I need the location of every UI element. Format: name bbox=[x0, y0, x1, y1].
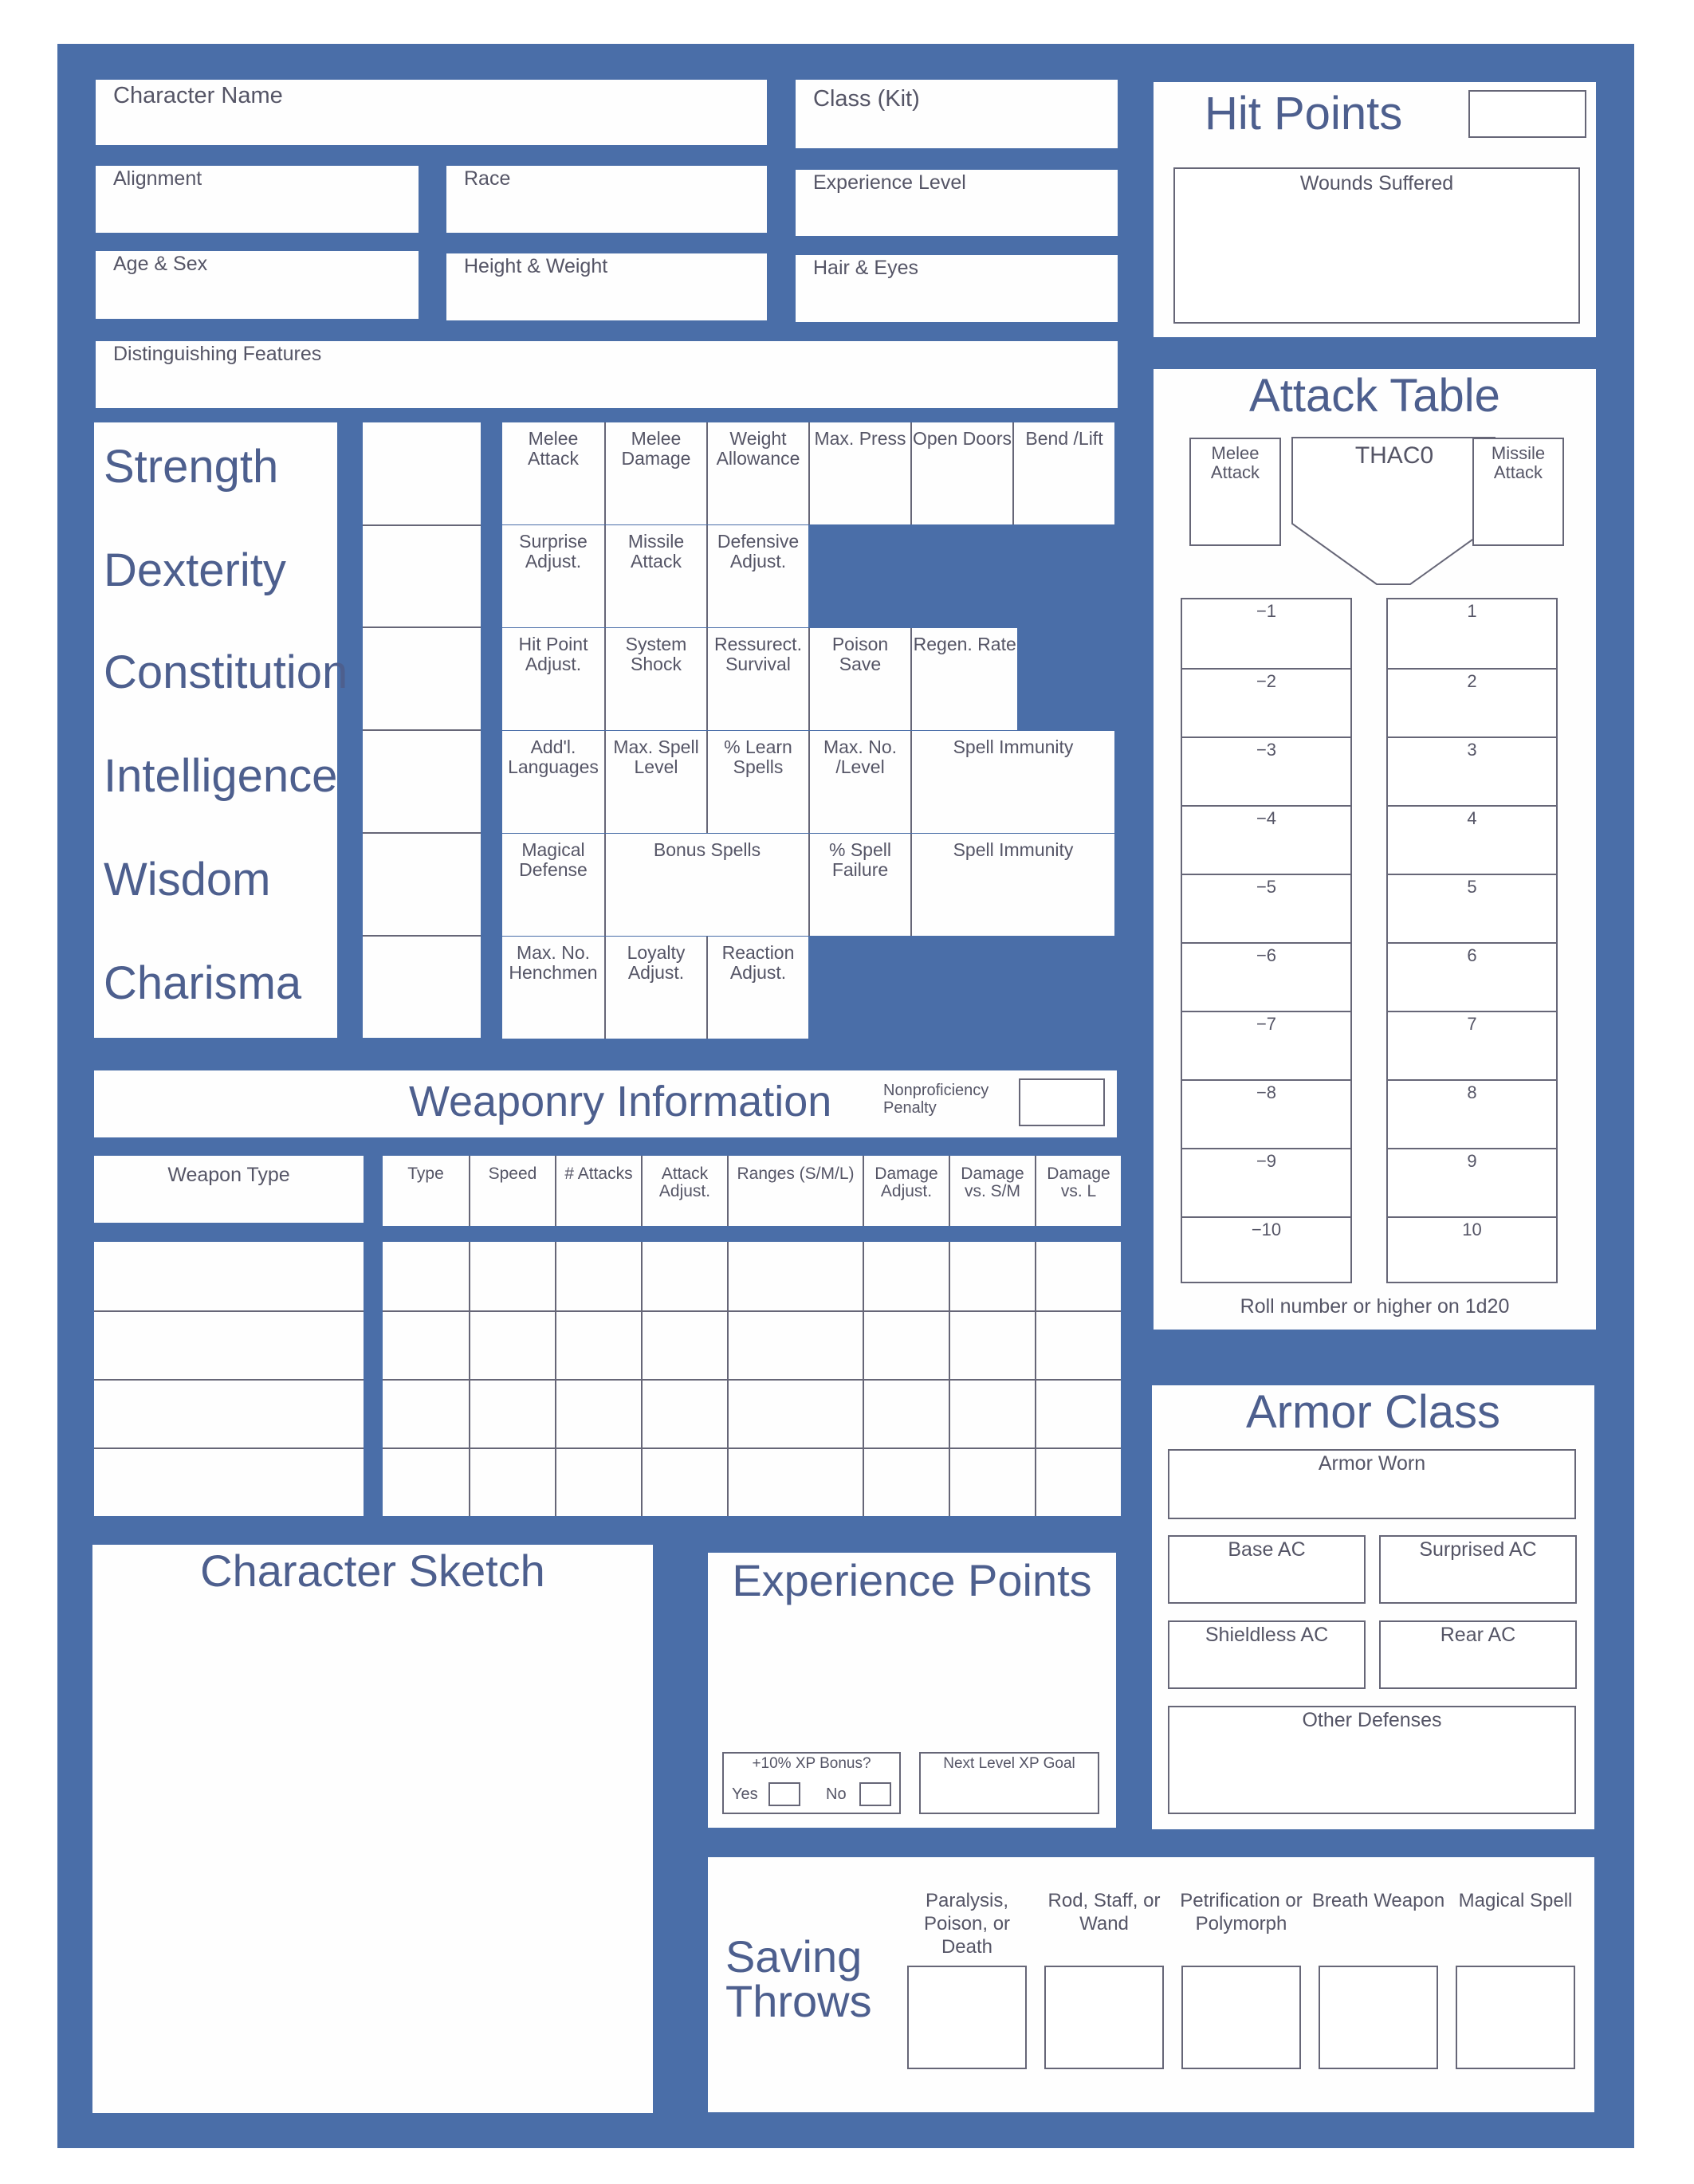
attack-row-number: 8 bbox=[1467, 1082, 1477, 1102]
attack-row-number: −3 bbox=[1256, 740, 1277, 760]
ability-cell-con-1[interactable]: System Shock bbox=[604, 628, 706, 730]
attack-table-footer: Roll number or higher on 1d20 bbox=[1240, 1295, 1510, 1318]
ability-cell-int-4[interactable]: Spell Immunity bbox=[910, 731, 1114, 833]
age-sex-field[interactable] bbox=[96, 251, 419, 319]
weapon-stat-cell[interactable] bbox=[469, 1242, 555, 1310]
xp-bonus-yes-label: Yes bbox=[732, 1785, 758, 1803]
weapon-column-header: Damage Adjust. bbox=[863, 1156, 949, 1226]
base-ac-box[interactable] bbox=[1168, 1535, 1366, 1604]
ability-cell-int-2[interactable]: % Learn Spells bbox=[706, 731, 808, 833]
ability-cell-dex-0[interactable]: Surprise Adjust. bbox=[519, 531, 588, 572]
weapon-column-header: Damage vs. L bbox=[1035, 1156, 1121, 1226]
attack-row-number: 4 bbox=[1467, 808, 1477, 828]
attack-row[interactable] bbox=[1182, 805, 1350, 874]
attack-row-number: −10 bbox=[1251, 1220, 1282, 1239]
attack-row-number: −8 bbox=[1256, 1082, 1277, 1102]
saving-throw-input[interactable] bbox=[1044, 1966, 1164, 2069]
attack-row[interactable] bbox=[1182, 1216, 1350, 1285]
shieldless-ac-label: Shieldless AC bbox=[1205, 1624, 1329, 1646]
weapon-stat-cell[interactable] bbox=[383, 1447, 469, 1516]
ability-cell-wis-3[interactable]: Spell Immunity bbox=[910, 834, 1114, 936]
missile-attack-label: Missile Attack bbox=[1491, 443, 1546, 482]
weapon-stat-cell[interactable] bbox=[469, 1379, 555, 1447]
next-level-xp-label: Next Level XP Goal bbox=[943, 1755, 1075, 1772]
weapon-stat-cell[interactable] bbox=[727, 1242, 863, 1310]
weapon-column-header: Speed bbox=[469, 1156, 555, 1226]
attack-row-number: 9 bbox=[1467, 1151, 1477, 1171]
weapon-column-header: Type bbox=[407, 1165, 444, 1183]
attack-row[interactable] bbox=[1388, 1079, 1556, 1148]
attack-row-number: −5 bbox=[1256, 877, 1277, 897]
height-weight-label: Height & Weight bbox=[464, 255, 608, 277]
attack-row[interactable] bbox=[1388, 1216, 1556, 1285]
attack-row[interactable] bbox=[1182, 1148, 1350, 1216]
surprised-ac-box[interactable] bbox=[1379, 1535, 1577, 1604]
weapon-stat-cell[interactable] bbox=[863, 1447, 949, 1516]
saving-throws-title-1: Saving bbox=[725, 1931, 863, 1982]
weapon-stat-cell[interactable] bbox=[641, 1310, 727, 1379]
melee-attack-box[interactable] bbox=[1189, 438, 1281, 546]
attack-row[interactable] bbox=[1388, 1011, 1556, 1079]
saving-throw-label: Paralysis, Poison, or Death bbox=[923, 1890, 1011, 1958]
ability-charisma: Charisma bbox=[104, 957, 302, 1009]
xp-bonus-box bbox=[722, 1752, 901, 1814]
nonproficiency-label: Nonproficiency Penalty bbox=[883, 1082, 989, 1117]
weapon-stat-cell[interactable] bbox=[383, 1310, 469, 1379]
weapon-stat-cell[interactable] bbox=[555, 1310, 641, 1379]
weapon-stat-cell[interactable] bbox=[727, 1379, 863, 1447]
weapon-stat-cell[interactable] bbox=[555, 1447, 641, 1516]
weapon-stat-cell[interactable] bbox=[863, 1379, 949, 1447]
alignment-field[interactable] bbox=[96, 166, 419, 233]
ability-row-con bbox=[502, 628, 1017, 730]
weapon-stat-cell[interactable] bbox=[383, 1242, 469, 1310]
ability-cell-con-3[interactable]: Poison Save bbox=[808, 628, 910, 730]
attack-row-number: 5 bbox=[1467, 877, 1477, 897]
attack-column-left bbox=[1181, 598, 1352, 1283]
attack-row-number: 7 bbox=[1467, 1014, 1477, 1034]
attack-column-right bbox=[1386, 598, 1558, 1283]
weapon-stat-cell[interactable] bbox=[949, 1242, 1035, 1310]
xp-bonus-yes-checkbox[interactable] bbox=[768, 1782, 800, 1806]
attack-row[interactable] bbox=[1388, 599, 1556, 668]
hit-points-panel bbox=[1154, 82, 1596, 337]
weapon-stat-cell[interactable] bbox=[383, 1379, 469, 1447]
attack-row-number: 6 bbox=[1467, 945, 1477, 965]
height-weight-field[interactable] bbox=[446, 253, 767, 320]
weapon-stat-cell[interactable] bbox=[641, 1242, 727, 1310]
attack-row[interactable] bbox=[1388, 737, 1556, 805]
ability-cell-wis-2[interactable]: % Spell Failure bbox=[808, 834, 910, 936]
race-field[interactable] bbox=[446, 166, 767, 233]
weapon-column-header: Damage vs. S/M bbox=[949, 1156, 1035, 1226]
weapon-stat-cell[interactable] bbox=[1035, 1447, 1121, 1516]
attack-row[interactable] bbox=[1388, 805, 1556, 874]
weapon-stat-cell[interactable] bbox=[949, 1447, 1035, 1516]
character-sketch-panel[interactable] bbox=[92, 1545, 653, 2113]
ability-cell-int-0[interactable]: Add'l. Languages bbox=[508, 737, 599, 777]
saving-throw-input[interactable] bbox=[907, 1966, 1027, 2069]
rear-ac-label: Rear AC bbox=[1440, 1624, 1516, 1646]
ability-row-int bbox=[502, 731, 1114, 833]
ability-scores-column bbox=[363, 422, 481, 1038]
ability-cell-cha-0[interactable]: Max. No. Henchmen bbox=[509, 942, 598, 983]
attack-table-panel bbox=[1154, 369, 1596, 1330]
hair-eyes-field[interactable] bbox=[796, 255, 1118, 322]
surprised-ac-label: Surprised AC bbox=[1419, 1538, 1537, 1561]
hit-points-input[interactable] bbox=[1468, 90, 1586, 138]
missile-attack-box[interactable] bbox=[1472, 438, 1564, 546]
weapon-column-header: Ranges (S/M/L) bbox=[727, 1156, 863, 1226]
attack-row-number: 1 bbox=[1467, 601, 1477, 621]
ability-constitution: Constitution bbox=[104, 646, 348, 698]
xp-bonus-no-label: No bbox=[826, 1785, 847, 1803]
attack-row-number: −2 bbox=[1256, 671, 1277, 691]
attack-row[interactable] bbox=[1388, 874, 1556, 942]
attack-row-number: 3 bbox=[1467, 740, 1477, 760]
hair-eyes-label: Hair & Eyes bbox=[813, 257, 918, 279]
ability-dexterity: Dexterity bbox=[104, 544, 286, 596]
attack-row-number: −1 bbox=[1256, 601, 1277, 621]
experience-points-title: Experience Points bbox=[732, 1555, 1092, 1605]
weapon-column-header: # Attacks bbox=[555, 1156, 641, 1226]
ability-strength: Strength bbox=[104, 441, 279, 493]
ability-cell-con-0[interactable]: Hit Point Adjust. bbox=[518, 634, 588, 674]
base-ac-label: Base AC bbox=[1228, 1538, 1306, 1561]
weapon-stat-cell[interactable] bbox=[469, 1447, 555, 1516]
age-sex-label: Age & Sex bbox=[113, 253, 208, 275]
saving-throw-input[interactable] bbox=[1181, 1966, 1301, 2069]
rear-ac-box[interactable] bbox=[1379, 1620, 1577, 1689]
weapon-type-header bbox=[94, 1156, 364, 1223]
class-kit-field[interactable] bbox=[796, 80, 1118, 148]
ability-cell-wis-0[interactable]: Magical Defense bbox=[519, 839, 588, 880]
weapon-stat-cell[interactable] bbox=[1035, 1242, 1121, 1310]
weapon-stat-cell[interactable] bbox=[555, 1379, 641, 1447]
attack-row[interactable] bbox=[1182, 1079, 1350, 1148]
character-name-field[interactable] bbox=[96, 80, 767, 145]
armor-worn-label: Armor Worn bbox=[1318, 1452, 1426, 1475]
saving-throws-panel bbox=[708, 1857, 1594, 2112]
saving-throw-label: Rod, Staff, or Wand bbox=[1047, 1890, 1161, 1935]
ability-intelligence: Intelligence bbox=[104, 750, 338, 802]
weapon-stat-cell[interactable] bbox=[727, 1310, 863, 1379]
experience-points-panel bbox=[708, 1553, 1116, 1828]
ability-row-str bbox=[502, 422, 1114, 524]
wounds-suffered-label: Wounds Suffered bbox=[1299, 172, 1454, 194]
ability-cell-str-2[interactable]: Weight Allowance bbox=[706, 422, 808, 524]
weapon-stat-cell[interactable] bbox=[469, 1310, 555, 1379]
attack-row[interactable] bbox=[1182, 599, 1350, 668]
xp-bonus-no-checkbox[interactable] bbox=[859, 1782, 891, 1806]
weapon-stat-cell[interactable] bbox=[641, 1379, 727, 1447]
weapon-stat-cell[interactable] bbox=[641, 1447, 727, 1516]
attack-table-title: Attack Table bbox=[1249, 370, 1500, 422]
weapon-stats-header bbox=[383, 1156, 1121, 1226]
ability-cell-cha-2[interactable]: Reaction Adjust. bbox=[706, 937, 808, 1039]
ability-wisdom: Wisdom bbox=[104, 854, 271, 905]
attack-row[interactable] bbox=[1182, 737, 1350, 805]
saving-throw-input[interactable] bbox=[1319, 1966, 1438, 2069]
ability-names-panel bbox=[94, 422, 348, 1038]
ability-cell-int-1[interactable]: Max. Spell Level bbox=[604, 731, 706, 833]
hit-points-title: Hit Points bbox=[1205, 88, 1403, 139]
character-sketch-title: Character Sketch bbox=[200, 1546, 545, 1596]
weapon-column-header: Attack Adjust. bbox=[641, 1156, 727, 1226]
attack-row-number: −4 bbox=[1256, 808, 1277, 828]
weaponry-title: Weaponry Information bbox=[409, 1078, 832, 1125]
attack-row-number: 2 bbox=[1467, 671, 1477, 691]
melee-attack-label: Melee Attack bbox=[1210, 443, 1260, 482]
weapon-stat-cell[interactable] bbox=[555, 1242, 641, 1310]
saving-throw-label: Magical Spell bbox=[1458, 1890, 1573, 1911]
distinguishing-features-field[interactable] bbox=[96, 341, 1118, 408]
attack-row-number: 10 bbox=[1462, 1220, 1482, 1239]
weaponry-header bbox=[94, 1070, 1117, 1137]
class-kit-label: Class (Kit) bbox=[813, 86, 920, 112]
weapon-type-label: Weapon Type bbox=[167, 1164, 290, 1186]
attack-row[interactable] bbox=[1182, 1011, 1350, 1079]
saving-throw-input[interactable] bbox=[1456, 1966, 1575, 2069]
attack-row[interactable] bbox=[1182, 874, 1350, 942]
armor-worn-box[interactable] bbox=[1168, 1449, 1576, 1519]
ability-cell-dex-1[interactable]: Missile Attack bbox=[604, 525, 706, 627]
experience-level-field[interactable] bbox=[796, 170, 1118, 236]
next-level-xp-box[interactable] bbox=[919, 1752, 1099, 1814]
armor-class-title: Armor Class bbox=[1245, 1386, 1501, 1438]
weapon-type-rows[interactable] bbox=[94, 1242, 364, 1516]
attack-row[interactable] bbox=[1388, 1148, 1556, 1216]
weapon-stat-cell[interactable] bbox=[949, 1379, 1035, 1447]
character-name-label: Character Name bbox=[113, 83, 283, 108]
ability-cell-str-5[interactable]: Bend /Lift bbox=[1012, 422, 1114, 524]
ability-cell-wis-1[interactable]: Bonus Spells bbox=[604, 834, 808, 936]
weapon-stat-cell[interactable] bbox=[863, 1310, 949, 1379]
weapon-stats-body bbox=[383, 1242, 1121, 1516]
weapon-stat-cell[interactable] bbox=[949, 1310, 1035, 1379]
attack-row-number: −7 bbox=[1256, 1014, 1277, 1034]
armor-class-panel bbox=[1152, 1385, 1594, 1829]
xp-bonus-label: +10% XP Bonus? bbox=[752, 1755, 871, 1772]
thac0-label: THAC0 bbox=[1354, 442, 1434, 469]
ability-cell-int-3[interactable]: Max. No. /Level bbox=[808, 731, 910, 833]
other-defenses-box[interactable] bbox=[1168, 1706, 1576, 1814]
weapon-stat-cell[interactable] bbox=[727, 1447, 863, 1516]
ability-cell-con-4[interactable]: Regen. Rate bbox=[910, 628, 1017, 730]
ability-row-wis bbox=[502, 834, 1114, 936]
saving-throw-label: Petrification or Polymorph bbox=[1180, 1890, 1303, 1935]
attack-row[interactable] bbox=[1182, 668, 1350, 737]
shieldless-ac-box[interactable] bbox=[1168, 1620, 1366, 1689]
attack-row[interactable] bbox=[1182, 942, 1350, 1011]
ability-row-dex bbox=[502, 525, 808, 627]
weapon-stat-cell[interactable] bbox=[1035, 1379, 1121, 1447]
ability-cell-str-1[interactable]: Melee Damage bbox=[604, 422, 706, 524]
distinguishing-features-label: Distinguishing Features bbox=[113, 343, 322, 365]
alignment-label: Alignment bbox=[113, 167, 202, 190]
attack-row-number: −6 bbox=[1256, 945, 1277, 965]
attack-row[interactable] bbox=[1388, 668, 1556, 737]
attack-row[interactable] bbox=[1388, 942, 1556, 1011]
ability-cell-con-2[interactable]: Ressurect. Survival bbox=[706, 628, 808, 730]
ability-cell-str-4[interactable]: Open Doors bbox=[910, 422, 1012, 524]
other-defenses-label: Other Defenses bbox=[1302, 1709, 1442, 1731]
ability-cell-str-3[interactable]: Max. Press bbox=[808, 422, 910, 524]
ability-cell-cha-1[interactable]: Loyalty Adjust. bbox=[604, 937, 706, 1039]
saving-throws-title-2: Throws bbox=[725, 1976, 872, 2026]
weapon-stat-cell[interactable] bbox=[1035, 1310, 1121, 1379]
experience-level-label: Experience Level bbox=[813, 171, 966, 194]
race-label: Race bbox=[464, 167, 511, 190]
attack-row-number: −9 bbox=[1256, 1151, 1277, 1171]
ability-cell-str-0[interactable]: Melee Attack bbox=[528, 428, 579, 469]
saving-throw-label: Breath Weapon bbox=[1311, 1890, 1445, 1911]
weapon-stat-cell[interactable] bbox=[863, 1242, 949, 1310]
ability-cell-dex-2[interactable]: Defensive Adjust. bbox=[706, 525, 808, 627]
wounds-suffered-box[interactable] bbox=[1173, 167, 1580, 324]
ability-row-cha bbox=[502, 937, 808, 1039]
nonproficiency-input[interactable] bbox=[1019, 1078, 1105, 1126]
